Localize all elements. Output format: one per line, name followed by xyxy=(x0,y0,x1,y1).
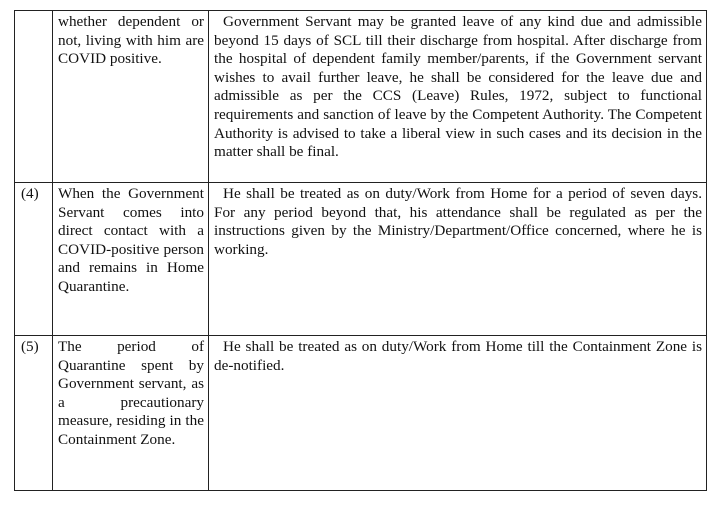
table-row xyxy=(15,11,707,183)
treatment-text: Government Servant may be granted leave of any kind due and admissible beyond 15 days of SCL till their discharge from hospital. After discharge from the hospital of dependent family member/parents, if the Government servant wishes to avail further leave, he shall be considered for the leave due and admissible as per the CCS (Leave) Rules, 1972, subject to functional requirements and sanction of leave by the Competent Authority. The Competent Authority is advised to take a liberal view in such cases and its decision in the matter shall be final. xyxy=(214,13,702,161)
treatment-text: He shall be treated as on duty/Work from Home for a period of seven days. For any period beyond that, his attendance shall be regulated as per the instructions given by the Ministry/Department/Office concerned, where he is working. xyxy=(214,185,702,258)
condition-cell xyxy=(53,336,209,491)
treatment-cell xyxy=(209,336,707,491)
condition-text: When the Government Servant comes into direct contact with a COVID-positive person and remains in Home Quarantine. xyxy=(58,185,204,295)
table-row xyxy=(15,183,707,336)
leave-rules-table xyxy=(14,10,707,491)
treatment-cell xyxy=(209,183,707,336)
condition-cell xyxy=(53,11,209,183)
table-row xyxy=(15,336,707,491)
document-page xyxy=(14,10,706,491)
row-number-cell xyxy=(15,11,53,183)
condition-cell xyxy=(53,183,209,336)
treatment-cell xyxy=(209,11,707,183)
condition-text: whether dependent or not, living with him are COVID positive. xyxy=(58,13,204,68)
row-number-cell: (5) xyxy=(15,336,53,491)
treatment-text: He shall be treated as on duty/Work from Home till the Containment Zone is de-notified. xyxy=(214,338,702,374)
row-number-cell: (4) xyxy=(15,183,53,336)
condition-text: The period of Quarantine spent by Government servant, as a precautionary measure, residing in the Containment Zone. xyxy=(58,338,204,448)
